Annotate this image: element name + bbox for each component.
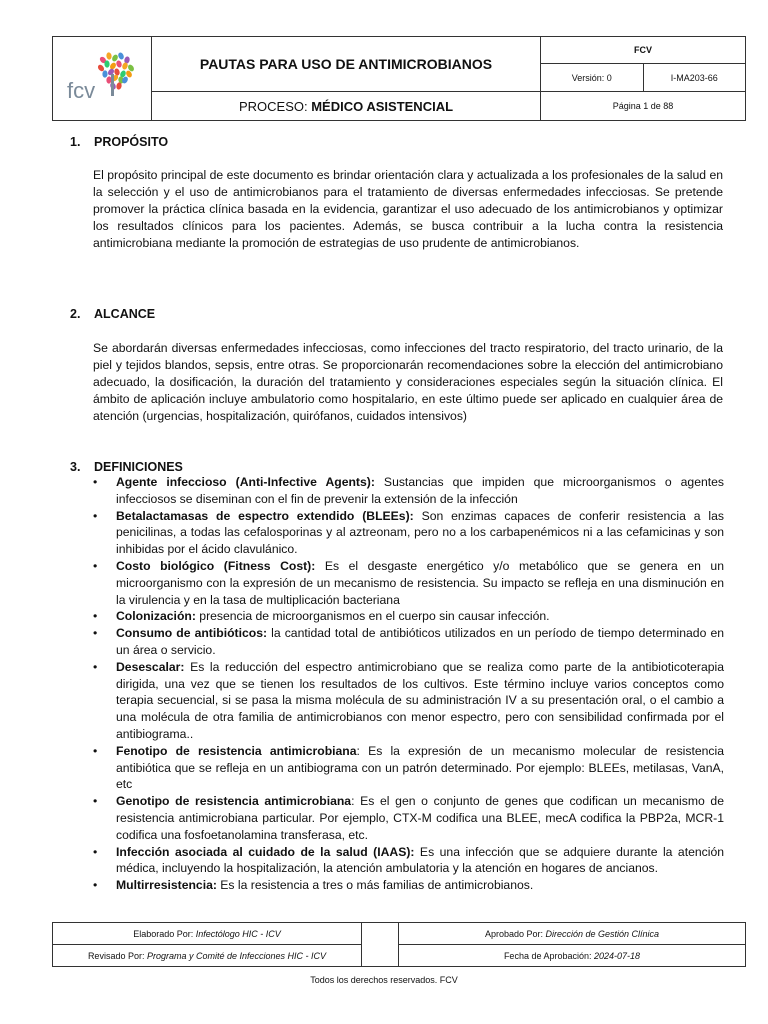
definitions-list: [93, 474, 724, 894]
section-1-heading: [70, 135, 168, 149]
definition-text: la cantidad total de antibióticos utilizados en un período de tiempo determinado en un área o servicio.: [116, 626, 724, 657]
definition-text: Sustancias que impiden que microorganismos o agentes infecciosos se diseminan con el fin de prevenir la extensión de la infección: [116, 475, 725, 506]
fecha-value: 2024-07-18: [594, 950, 641, 961]
definition-text: : Es el gen o conjunto de genes que codifican un mecanismo de resistencia antimicrobiana particular. Por ejemplo, CTX-M codifica una BLEE, mecA codifica la PBP2a, MCR-1 codifica una fosfoetanolamina transferasa, etc.: [116, 794, 724, 842]
definition-term: Colonización:: [116, 609, 196, 624]
definition-item: [93, 474, 724, 508]
elaborado-cell: [53, 923, 362, 945]
process-label: PROCESO:: [238, 98, 312, 114]
definition-text: : Es la expresión de un mecanismo molecular de resistencia antibiótica que se refleja en un antibiograma con un patrón determinado. Por ejemplo: BLEEs, metilasas, VanA, etc: [116, 743, 724, 792]
version-label: Versión: 0: [541, 64, 643, 92]
logo-text: fcv: [67, 78, 96, 103]
document-header: [52, 36, 746, 121]
definition-text: Son enzimas capaces de conferir resistencia a las penicilinas, a todas las cefalosporinas y al aztreonam, pero no a los carbapenémicos ni a las cefamicinas y son inhibidas por el ácido clavulánico.: [116, 508, 724, 557]
section-title: PROPÓSITO: [94, 135, 169, 149]
aprobado-label: Aprobado Por:: [484, 928, 546, 939]
definition-item: [93, 743, 724, 793]
definition-text: Es la resistencia a tres o más familias de antimicrobianos.: [216, 878, 534, 893]
approval-footer: [52, 922, 746, 967]
revisado-cell: [53, 945, 362, 967]
definition-item: [93, 558, 724, 608]
definition-item: [93, 793, 724, 843]
section-number: 1.: [70, 135, 81, 149]
definition-item: [93, 844, 724, 878]
fcv-logo: [65, 48, 139, 104]
document-code: I-MA203-66: [670, 72, 718, 83]
definition-item: [93, 877, 724, 894]
section-3-heading: [70, 460, 183, 474]
definition-term: Consumo de antibióticos:: [116, 626, 268, 641]
copyright-notice: Todos los derechos reservados. FCV: [310, 975, 458, 985]
definition-term: Betalactamasas de espectro extendido (BLEEs):: [116, 508, 414, 523]
definition-item: [93, 608, 724, 625]
definition-term: Fenotipo de resistencia antimicrobiana: [116, 743, 357, 758]
definition-text: Es el desgaste energético y/o metabólico que se genera en un microorganismo con la expresión de un mecanismo de resistencia. Su impacto se refleja en una disminución en la virulencia y en la tasa de multiplicación bacteriana: [116, 558, 724, 607]
purpose-paragraph: El propósito principal de este documento es brindar orientación clara y actualizada a los profesionales de la salud en la selección y el uso de antimicrobianos para el tratamiento de diversas enfermedades infecciosas. Se pretende promover la práctica clínica basada en la evidencia, garantizar el uso adecuado de los antimicrobianos y optimizar los resultados clínicos para los pacientes. Además, se busca contribuir a la lucha contra la resistencia antimicrobiana mediante la promoción de estrategias de uso prudente de antimicrobianos.: [93, 168, 723, 250]
logo-leaf: [115, 60, 122, 69]
section-number: 2.: [70, 307, 81, 321]
definition-term: Desescalar:: [116, 659, 185, 674]
definition-item: [93, 625, 724, 659]
org-code: FCV: [541, 37, 745, 64]
revisado-label: Revisado Por:: [87, 950, 147, 961]
fecha-cell: [399, 945, 746, 967]
process-line: [152, 92, 541, 121]
footer-spacer: [362, 923, 399, 967]
definition-text: Es la reducción del espectro antimicrobiano que se realiza como parte de la antibioticoterapia dirigida, una vez que se tienen los resultados de los cultivos. Este término incluye varios conceptos como terapia secuencial, si se pasa la misma molécula de su administración IV a su presentación oral, o el cambio a una molécula de otra familia de antimicrobianos con menor espectro, pero con sensibilidad confirmada por el antibiograma..: [116, 659, 724, 741]
definition-term: Costo biológico (Fitness Cost):: [116, 558, 316, 573]
logo-leaf: [102, 70, 107, 77]
scope-paragraph: Se abordarán diversas enfermedades infecciosas, como infecciones del tracto respiratorio, del tracto urinario, de la piel y tejidos blandos, sepsis, entre otras. Se proporcionarán recomendaciones sobre la elección del antimicrobiano adecuado, la dosificación, la duración del tratamiento y consideraciones especiales según la situación clínica. El ámbito de aplicación incluye ambulatorio como hospitalario, en este último puede ser aplicado en cualquier área de atención (urgencias, hospitalización, quirófanos, cuidados intensivos): [93, 341, 723, 423]
page-number: Página 1 de 88: [541, 92, 746, 121]
logo-leaf: [117, 52, 125, 61]
definition-text: presencia de microorganismos en el cuerpo sin causar infección.: [195, 609, 550, 624]
section-2-heading: [70, 307, 155, 321]
definition-term: Multirresistencia:: [116, 878, 217, 893]
definition-term: Agente infeccioso (Anti-Infective Agents):: [116, 475, 375, 489]
process-value: MÉDICO ASISTENCIAL: [311, 98, 454, 114]
definition-text: Es una infección que se adquiere durante la atención médica, incluyendo la hospitalización, la atención ambulatoria y la atención en hogares de ancianos.: [116, 844, 724, 876]
fecha-label: Fecha de Aprobación:: [503, 950, 594, 961]
document-title: PAUTAS PARA USO DE ANTIMICROBIANOS: [152, 37, 541, 92]
aprobado-value: Dirección de Gestión Clínica: [545, 928, 660, 939]
logo-cell: [53, 37, 152, 121]
tree-leaves: [97, 52, 136, 91]
aprobado-cell: [399, 923, 746, 945]
section-title: ALCANCE: [94, 307, 156, 321]
definition-item: [93, 508, 724, 558]
elaborado-value: Infectólogo HIC - ICV: [195, 928, 281, 939]
logo-leaf: [106, 52, 112, 60]
section-title: DEFINICIONES: [94, 460, 183, 474]
logo-leaf: [114, 68, 121, 76]
definition-term: Infección asociada al cuidado de la salud (IAAS):: [116, 844, 415, 859]
definition-item: [93, 659, 724, 743]
revisado-value: Programa y Comité de Infecciones HIC - ICV: [146, 950, 327, 961]
definition-term: Genotipo de resistencia antimicrobiana: [116, 794, 352, 809]
section-number: 3.: [70, 460, 81, 474]
elaborado-label: Elaborado Por:: [133, 928, 196, 939]
